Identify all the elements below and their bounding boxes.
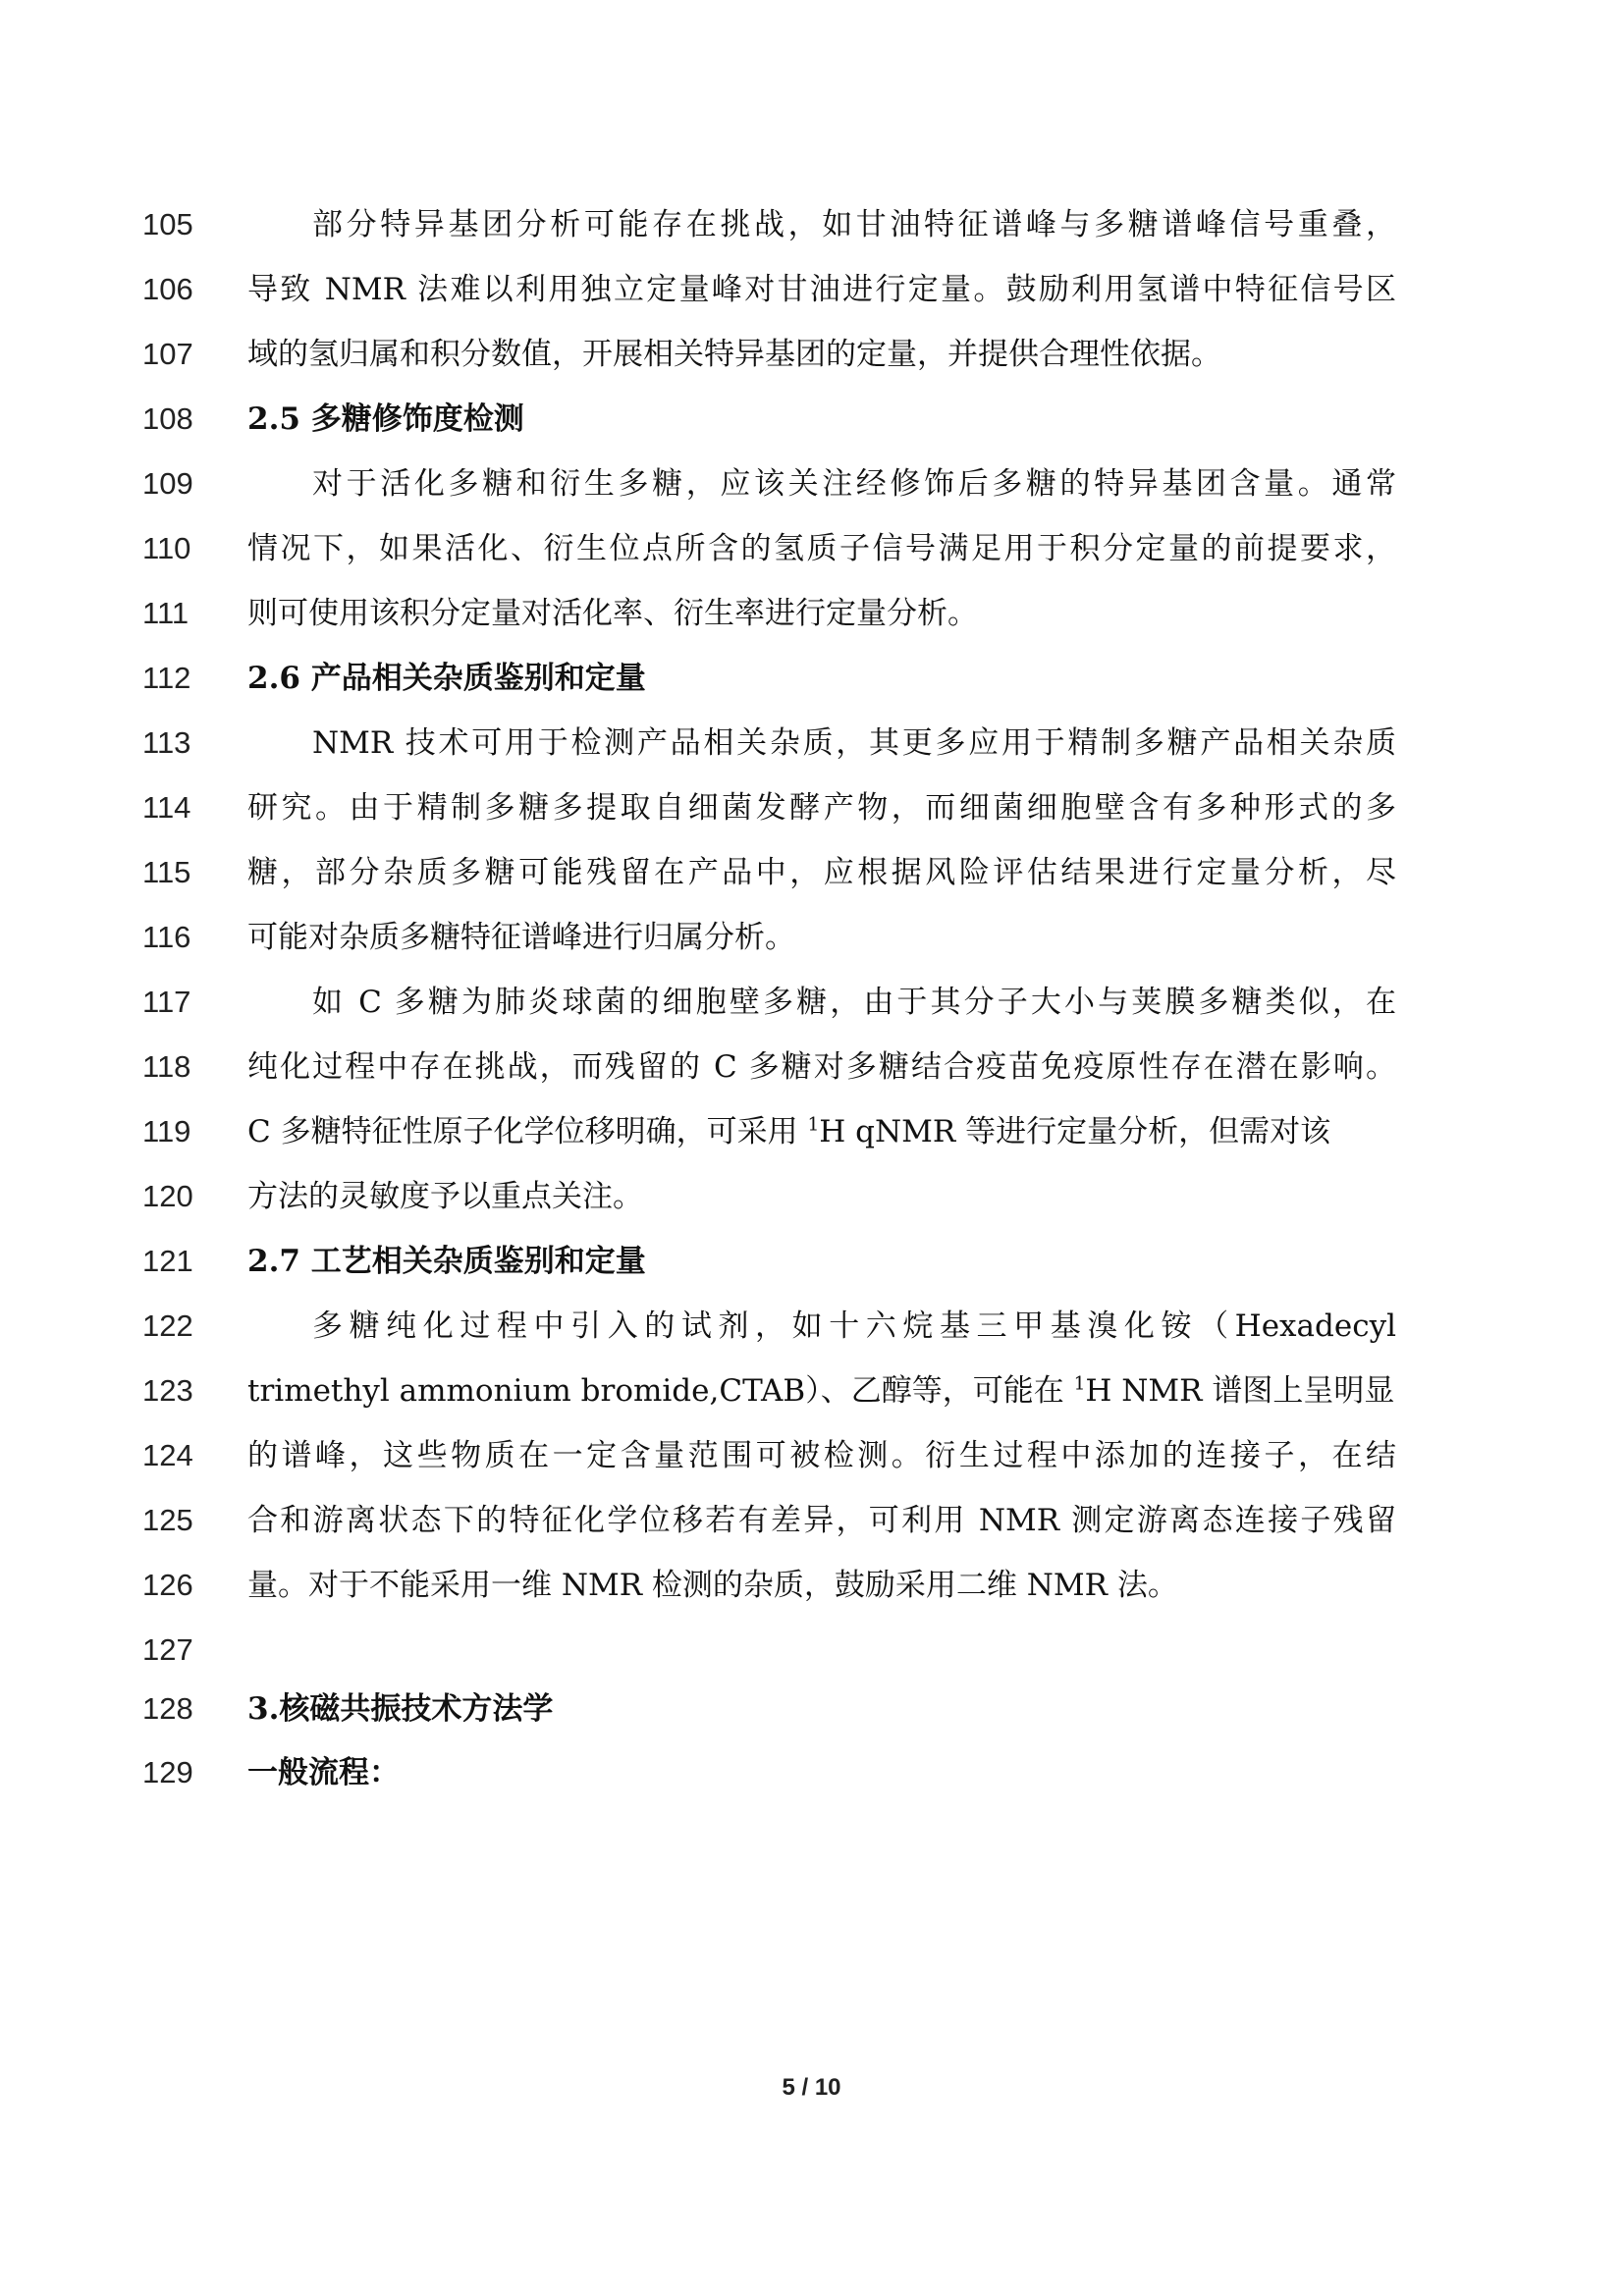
page-number: 5 / 10	[782, 2074, 841, 2101]
document-line	[0, 1038, 1623, 1096]
line-number: 117	[142, 985, 191, 1019]
document-line	[0, 843, 1623, 902]
line-number: 119	[142, 1114, 191, 1148]
document-line	[0, 1680, 1623, 1738]
document-line	[0, 584, 1623, 643]
document-line	[0, 1297, 1623, 1356]
document-line	[0, 1362, 1623, 1420]
superscript: 1	[1073, 1373, 1086, 1395]
line-number: 128	[142, 1691, 193, 1726]
line-number: 108	[142, 401, 193, 436]
document-line	[0, 1167, 1623, 1226]
document-line	[0, 1102, 1623, 1161]
line-number: 113	[142, 725, 191, 760]
line-number: 127	[142, 1632, 193, 1667]
section-heading: 2.7 工艺相关杂质鉴别和定量	[247, 1244, 646, 1279]
line-number: 123	[142, 1373, 193, 1408]
body-text	[247, 1110, 1396, 1153]
text-run: trimethyl ammonium bromide,CTAB）、乙醇等，可能在	[247, 1373, 1074, 1409]
body-text: 的谱峰，这些物质在一定含量范围可被检测。衍生过程中添加的连接子，在结	[247, 1438, 1396, 1473]
line-number: 116	[142, 920, 191, 954]
body-text: 研究。由于精制多糖多提取自细菌发酵产物，而细菌细胞壁含有多种形式的多	[247, 790, 1396, 826]
body-text: 部分特异基团分析可能存在挑战，如甘油特征谱峰与多糖谱峰信号重叠，	[312, 207, 1396, 242]
line-number: 121	[142, 1244, 193, 1278]
document-line	[0, 519, 1623, 578]
body-text	[247, 1369, 1396, 1413]
body-text: 对于活化多糖和衍生多糖，应该关注经修饰后多糖的特异基团含量。通常	[312, 466, 1396, 502]
line-number: 120	[142, 1179, 193, 1213]
document-line	[0, 649, 1623, 708]
body-text: 域的氢归属和积分数值，开展相关特异基团的定量，并提供合理性依据。	[247, 337, 1221, 372]
line-number: 122	[142, 1308, 193, 1343]
document-line	[0, 778, 1623, 837]
document-line	[0, 973, 1623, 1032]
document-line	[0, 260, 1623, 319]
document-line	[0, 1426, 1623, 1485]
line-number: 112	[142, 661, 191, 695]
document-line	[0, 1621, 1623, 1680]
body-text: 导致 NMR 法难以利用独立定量峰对甘油进行定量。鼓励利用氢谱中特征信号区	[247, 272, 1396, 307]
section-heading: 2.6 产品相关杂质鉴别和定量	[247, 661, 646, 696]
section-heading: 一般流程：	[247, 1755, 400, 1790]
body-text: 糖，部分杂质多糖可能残留在产品中，应根据风险评估结果进行定量分析，尽	[247, 855, 1396, 890]
body-text: 情况下，如果活化、衍生位点所含的氢质子信号满足用于积分定量的前提要求，	[247, 531, 1396, 566]
body-text: 方法的灵敏度予以重点关注。	[247, 1179, 643, 1214]
document-line	[0, 454, 1623, 513]
line-number: 107	[142, 337, 193, 371]
line-number: 118	[142, 1049, 191, 1084]
body-text: 可能对杂质多糖特征谱峰进行归属分析。	[247, 920, 795, 955]
document-line	[0, 714, 1623, 773]
body-text: 合和游离状态下的特征化学位移若有差异，可利用 NMR 测定游离态连接子残留	[247, 1503, 1396, 1538]
line-number: 106	[142, 272, 193, 306]
line-number: 111	[142, 596, 189, 630]
line-number: 125	[142, 1503, 193, 1537]
section-heading: 2.5 多糖修饰度检测	[247, 401, 524, 437]
text-run: C 多糖特征性原子化学位移明确，可采用	[247, 1114, 808, 1149]
section-heading: 3.核磁共振技术方法学	[247, 1691, 554, 1727]
body-text: NMR 技术可用于检测产品相关杂质，其更多应用于精制多糖产品相关杂质	[312, 725, 1396, 761]
document-line	[0, 195, 1623, 254]
line-number: 126	[142, 1568, 193, 1602]
document-line	[0, 1743, 1623, 1802]
text-run: H qNMR 等进行定量分析，但需对该	[819, 1114, 1331, 1149]
line-number: 124	[142, 1438, 193, 1472]
document-line	[0, 908, 1623, 967]
line-number: 115	[142, 855, 191, 889]
body-text: 纯化过程中存在挑战，而残留的 C 多糖对多糖结合疫苗免疫原性存在潜在影响。	[247, 1049, 1396, 1085]
line-number: 129	[142, 1755, 193, 1789]
document-line	[0, 390, 1623, 449]
line-number: 114	[142, 790, 191, 825]
body-text: 量。对于不能采用一维 NMR 检测的杂质，鼓励采用二维 NMR 法。	[247, 1568, 1178, 1603]
line-number: 109	[142, 466, 193, 501]
text-run: H NMR 谱图上呈明显	[1085, 1373, 1395, 1409]
line-number: 105	[142, 207, 193, 241]
line-number: 110	[142, 531, 191, 565]
document-line	[0, 1491, 1623, 1550]
body-text: 则可使用该积分定量对活化率、衍生率进行定量分析。	[247, 596, 978, 631]
document-line	[0, 325, 1623, 384]
body-text: 多糖纯化过程中引入的试剂，如十六烷基三甲基溴化铵（Hexadecyl	[312, 1308, 1396, 1344]
superscript: 1	[807, 1114, 820, 1136]
body-text: 如 C 多糖为肺炎球菌的细胞壁多糖，由于其分子大小与荚膜多糖类似，在	[312, 985, 1396, 1020]
document-line	[0, 1232, 1623, 1291]
document-line	[0, 1556, 1623, 1615]
